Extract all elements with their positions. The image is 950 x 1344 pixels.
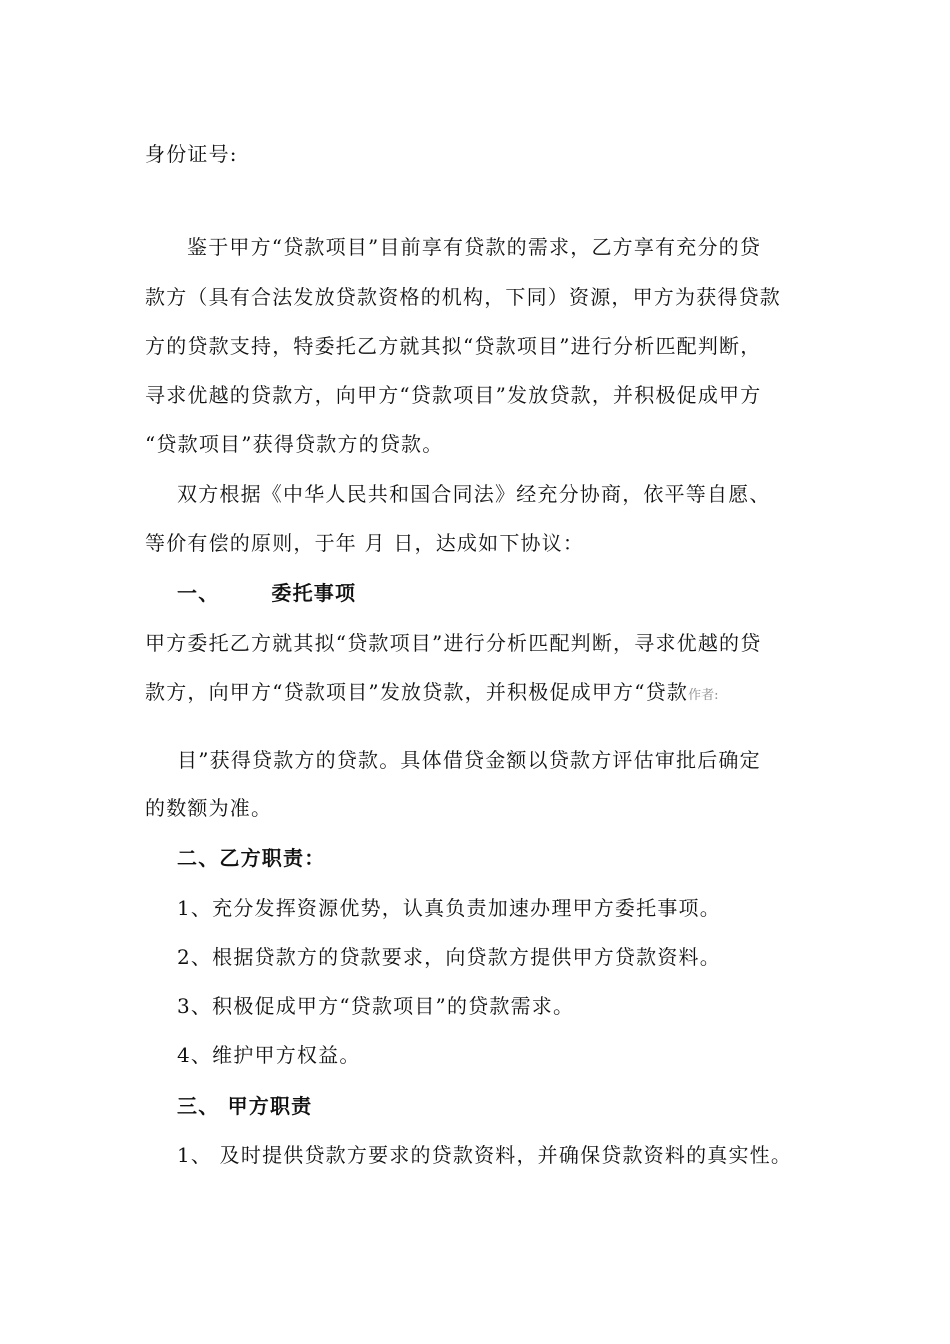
section-2-item-3: 3、积极促成甲方“贷款项目”的贷款需求。 <box>177 994 575 1018</box>
section-3-heading: 三、 甲方职责 <box>177 1094 313 1118</box>
section-2-item-4: 4、维护甲方权益。 <box>177 1043 361 1067</box>
section-1-title: 委托事项 <box>271 581 357 605</box>
preamble-line-4: 寻求优越的贷款方，向甲方“贷款项目”发放贷款，并积极促成甲方 <box>145 383 762 407</box>
preamble-line-1: 鉴于甲方“贷款项目”目前享有贷款的需求，乙方享有充分的贷 <box>187 235 762 259</box>
section-1-line-4: 的数额为准。 <box>145 796 273 820</box>
preamble-line-2: 款方（具有合法发放贷款资格的机构，下同）资源，甲方为获得贷款 <box>145 285 781 309</box>
section-2-item-2: 2、根据贷款方的贷款要求，向贷款方提供甲方贷款资料。 <box>177 945 721 969</box>
agreement-line-2: 等价有偿的原则，于年 月 日，达成如下协议： <box>145 531 585 555</box>
section-1-line-1: 甲方委托乙方就其拟“贷款项目”进行分析匹配判断，寻求优越的贷 <box>145 631 762 655</box>
agreement-line-1: 双方根据《中华人民共和国合同法》经充分协商，依平等自愿、 <box>177 482 771 506</box>
section-1-line-2: 款方，向甲方“贷款项目”发放贷款，并积极促成甲方“贷款 <box>145 680 689 704</box>
section-1-heading <box>177 579 356 607</box>
section-2-item-1: 1、充分发挥资源优势，认真负责加速办理甲方委托事项。 <box>177 896 721 920</box>
comment-annotation: 作者: <box>688 688 719 703</box>
section-3-item-1: 1、 及时提供贷款方要求的贷款资料，并确保贷款资料的真实性。 <box>177 1143 793 1167</box>
section-2-heading: 二、乙方职责： <box>177 846 326 870</box>
section-1-line-2-wrap <box>145 678 718 710</box>
preamble-line-5: “贷款项目”获得贷款方的贷款。 <box>145 432 444 456</box>
id-number-line: 身份证号: <box>145 142 238 166</box>
preamble-line-3: 方的贷款支持，特委托乙方就其拟“贷款项目”进行分析匹配判断， <box>145 334 762 358</box>
section-1-number: 一、 <box>177 581 220 605</box>
section-1-line-3: 目”获得贷款方的贷款。具体借贷金额以贷款方评估审批后确定 <box>177 748 761 772</box>
